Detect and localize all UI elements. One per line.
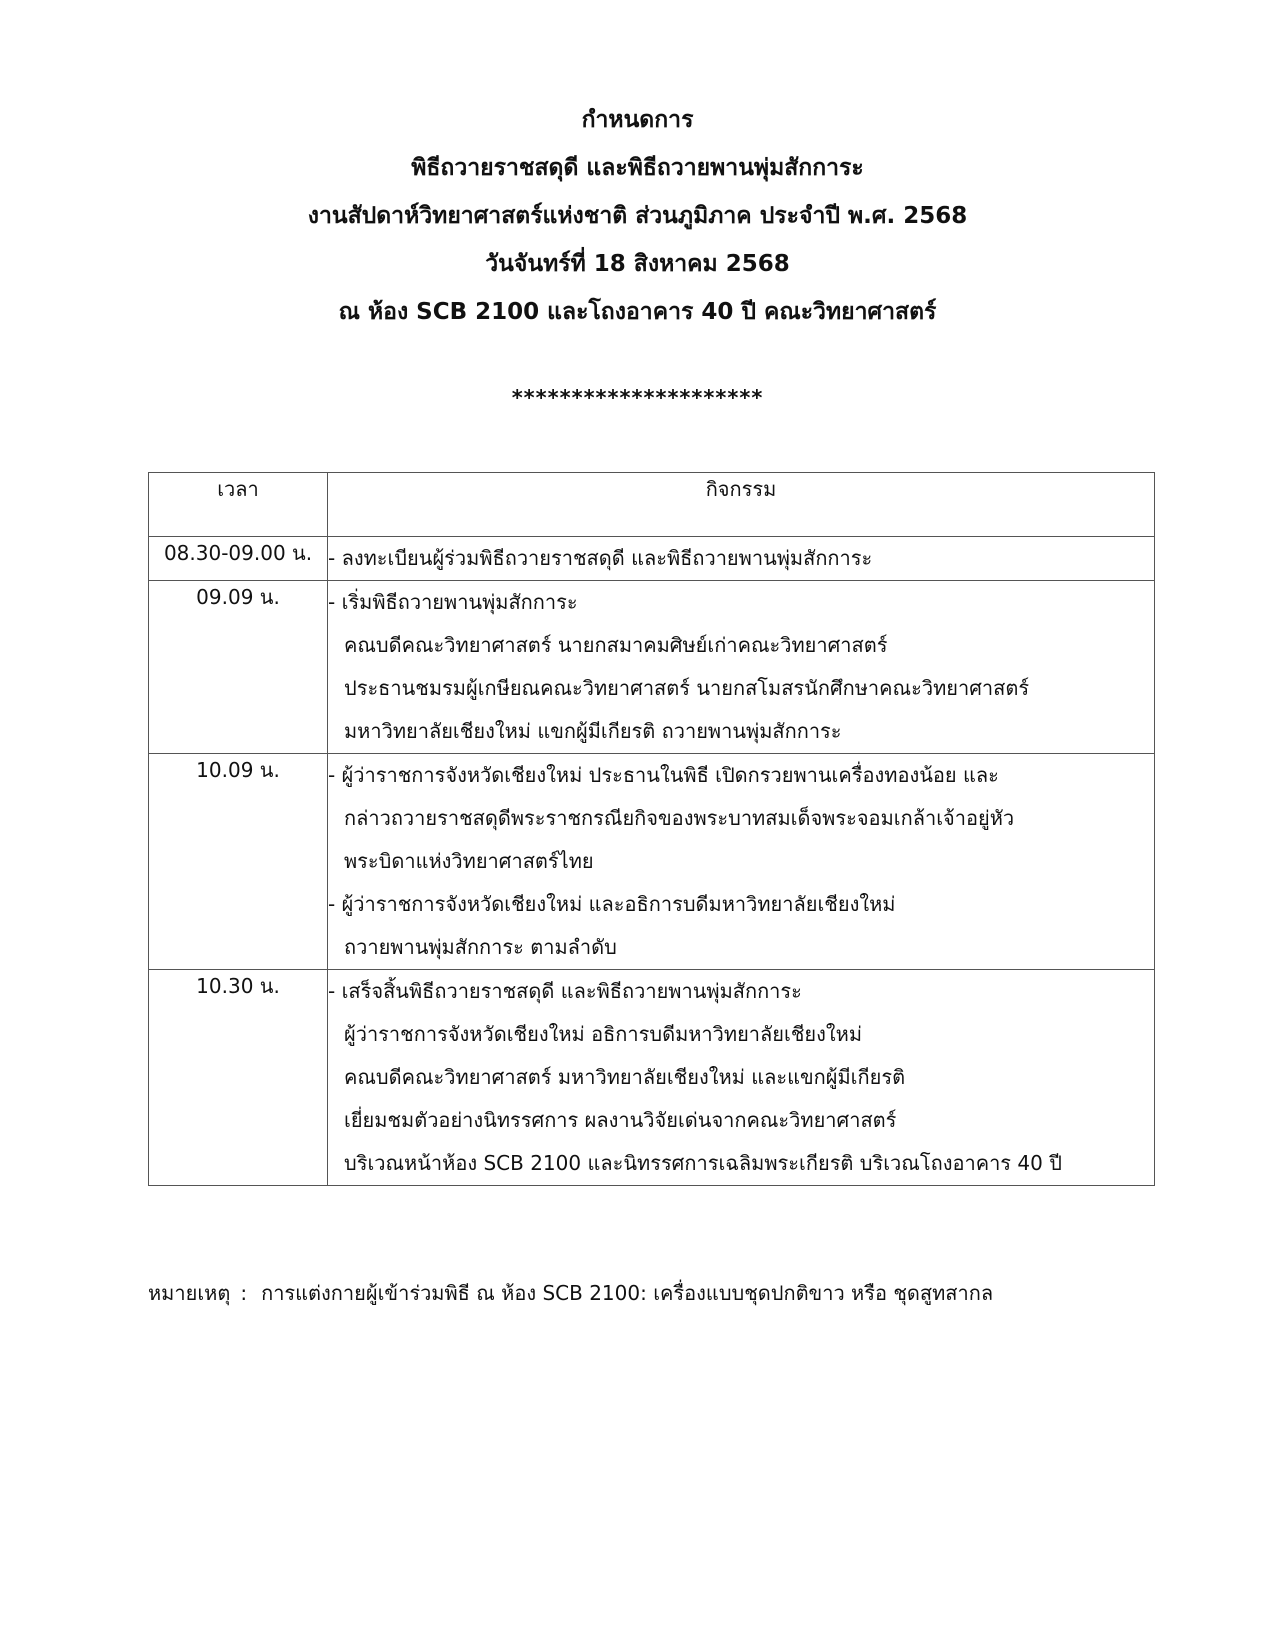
activity-line: ถวายพานพุ่มสักการะ ตามลำดับ <box>344 935 617 959</box>
activity-line: บริเวณหน้าห้อง SCB 2100 และนิทรรศการเฉลิมพระเกียรติ บริเวณโถงอาคาร 40 ปี <box>344 1151 1062 1175</box>
table-row <box>149 581 1155 754</box>
activity-line: - ผู้ว่าราชการจังหวัดเชียงใหม่ และอธิการบดีมหาวิทยาลัยเชียงใหม่ <box>328 892 896 916</box>
activity-cell <box>328 970 1155 1186</box>
table-row <box>149 970 1155 1186</box>
activity-line: - ผู้ว่าราชการจังหวัดเชียงใหม่ ประธานในพิธี เปิดกรวยพานเครื่องทองน้อย และ <box>328 763 999 787</box>
event-date: วันจันทร์ที่ 18 สิงหาคม 2568 <box>485 251 790 277</box>
column-header-activity: กิจกรรม <box>328 473 1155 537</box>
activity-cell <box>328 754 1155 970</box>
document-header <box>0 96 1275 336</box>
table-row <box>149 537 1155 581</box>
activity-line: พระบิดาแห่งวิทยาศาสตร์ไทย <box>344 849 594 873</box>
note-text: การแต่งกายผู้เข้าร่วมพิธี ณ ห้อง SCB 2100: เครื่องแบบชุดปกติขาว หรือ ชุดสูทสากล <box>261 1281 994 1305</box>
activity-line: เยี่ยมชมตัวอย่างนิทรรศการ ผลงานวิจัยเด่นจากคณะวิทยาศาสตร์ <box>344 1108 897 1132</box>
note-separator: : <box>240 1281 248 1305</box>
time-cell: 10.09 น. <box>149 754 328 970</box>
activity-line: ผู้ว่าราชการจังหวัดเชียงใหม่ อธิการบดีมหาวิทยาลัยเชียงใหม่ <box>344 1022 863 1046</box>
activity-line: - เริ่มพิธีถวายพานพุ่มสักการะ <box>328 590 578 614</box>
column-header-time: เวลา <box>149 473 328 537</box>
activity-line: - ลงทะเบียนผู้ร่วมพิธีถวายราชสดุดี และพิธีถวายพานพุ่มสักการะ <box>328 546 873 570</box>
time-cell: 09.09 น. <box>149 581 328 754</box>
time-cell: 10.30 น. <box>149 970 328 1186</box>
event-venue: ณ ห้อง SCB 2100 และโถงอาคาร 40 ปี คณะวิทยาศาสตร์ <box>338 299 937 325</box>
schedule-table <box>148 472 1155 1186</box>
activity-line: ประธานชมรมผู้เกษียณคณะวิทยาศาสตร์ นายกสโมสรนักศึกษาคณะวิทยาศาสตร์ <box>344 676 1030 700</box>
activity-line: - เสร็จสิ้นพิธีถวายราชสดุดี และพิธีถวายพานพุ่มสักการะ <box>328 979 802 1003</box>
event-name: งานสัปดาห์วิทยาศาสตร์แห่งชาติ ส่วนภูมิภาค ประจำปี พ.ศ. 2568 <box>307 203 968 229</box>
activity-cell <box>328 537 1155 581</box>
dress-code-note <box>148 1277 993 1309</box>
activity-line: คณบดีคณะวิทยาศาสตร์ มหาวิทยาลัยเชียงใหม่ และแขกผู้มีเกียรติ <box>344 1065 906 1089</box>
ceremony-name: พิธีถวายราชสดุดี และพิธีถวายพานพุ่มสักการะ <box>411 155 864 181</box>
activity-cell <box>328 581 1155 754</box>
note-label: หมายเหตุ <box>148 1281 231 1305</box>
table-header-row <box>149 473 1155 537</box>
activity-line: คณบดีคณะวิทยาศาสตร์ นายกสมาคมศิษย์เก่าคณะวิทยาศาสตร์ <box>344 633 888 657</box>
activity-line: มหาวิทยาลัยเชียงใหม่ แขกผู้มีเกียรติ ถวายพานพุ่มสักการะ <box>344 719 842 743</box>
activity-line: กล่าวถวายราชสดุดีพระราชกรณียกิจของพระบาทสมเด็จพระจอมเกล้าเจ้าอยู่หัว <box>344 806 1015 830</box>
asterisk-separator: ********************* <box>511 386 764 410</box>
time-cell: 08.30-09.00 น. <box>149 537 328 581</box>
document-title: กำหนดการ <box>581 107 694 133</box>
table-row <box>149 754 1155 970</box>
